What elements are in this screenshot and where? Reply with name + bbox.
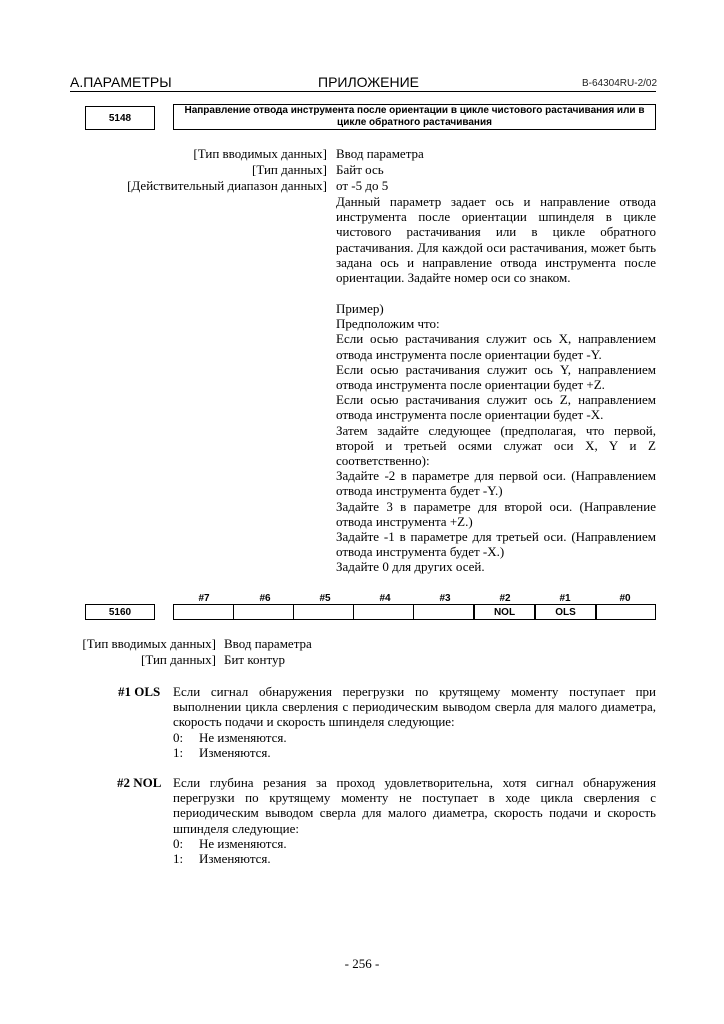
param-5160-data-type-label: [Тип данных] xyxy=(141,652,216,667)
bit-label-7: #7 xyxy=(198,593,210,604)
param-5148-range-value: от -5 до 5 xyxy=(336,178,389,193)
example-line: Предположим что: xyxy=(336,316,440,332)
bit-2-option-0-text: Не изменяются. xyxy=(199,836,287,851)
param-5148-data-type-label: [Тип данных] xyxy=(252,162,327,177)
bit-2-heading xyxy=(117,775,161,791)
param-5148-range-label: [Действительный диапазон данных] xyxy=(127,178,327,193)
bit-label-4: #4 xyxy=(379,593,391,604)
example-line: Затем задайте следующее (предполагая, что первой, второй и третьей осями служат оси X, Y и Z соответственно): xyxy=(336,422,656,469)
bit-label-1: #1 xyxy=(559,593,571,604)
param-5148-number: 5148 xyxy=(85,106,155,130)
param-5148-input-type-value: Ввод параметра xyxy=(336,146,424,161)
header-rule xyxy=(70,91,656,92)
bit-1-option-1-value: 1: xyxy=(173,745,184,760)
param-5160-number: 5160 xyxy=(85,604,155,620)
bit-1-name: OLS xyxy=(134,684,161,699)
example-line: Задайте -2 в параметре для первой оси. (Направлением отвода инструмента будет -Y.) xyxy=(336,468,656,499)
example-line: Если осью растачивания служит ось Y, направлением отвода инструмента после ориентации будет +Z. xyxy=(336,361,656,393)
appendix-title: ПРИЛОЖЕНИЕ xyxy=(318,74,420,90)
example-line: Если осью растачивания служит ось X, направлением отвода инструмента после ориентации будет -Y. xyxy=(336,331,656,362)
bit-cell-2: NOL xyxy=(474,604,535,620)
bit-label-5: #5 xyxy=(319,593,331,604)
page-number: - 256 - xyxy=(344,956,380,971)
param-5148-title: Направление отвода инструмента после ориентации в цикле чистового растачивания или в цикле обратного растачивания xyxy=(173,104,656,130)
bit-cell-3 xyxy=(413,604,474,620)
param-5160-input-type-label: [Тип вводимых данных] xyxy=(82,636,216,651)
bit-1-heading xyxy=(118,684,160,700)
bit-2-number: #2 xyxy=(117,775,130,790)
example-line: Задайте 0 для других осей. xyxy=(336,559,485,575)
bit-2-description: Если глубина резания за проход удовлетворительна, хотя сигнал обнаружения перегрузки по крутящему моменту не поступает в ходе цикла сверления с периодическим выводом сверла для малого диаметра, скорость подачи и скорость шпинделя следующие: xyxy=(173,775,656,836)
bit-2-option-0-value: 0: xyxy=(173,836,184,851)
bit-cell-4 xyxy=(353,604,414,620)
param-5148-example xyxy=(336,301,656,575)
bit-cell-1: OLS xyxy=(535,604,596,620)
param-5148-data-type-value: Байт ось xyxy=(336,162,384,177)
bit-label-3: #3 xyxy=(439,593,451,604)
example-line: Задайте -1 в параметре для третьей оси. (Направлением отвода инструмента будет -X.) xyxy=(336,529,656,560)
bit-1-option-1-text: Изменяются. xyxy=(199,745,271,760)
example-line: Если осью растачивания служит ось Z, направлением отвода инструмента после ориентации будет -X. xyxy=(336,392,656,423)
bit-cell-7 xyxy=(173,604,234,620)
bit-cell-6 xyxy=(233,604,294,620)
bit-1-option-0-value: 0: xyxy=(173,730,184,745)
document-code: B-64304RU-2/02 xyxy=(582,78,658,89)
bit-2-option-1-text: Изменяются. xyxy=(199,851,271,866)
bit-cell-0 xyxy=(596,604,656,620)
param-5160-data-type-value: Бит контур xyxy=(224,652,285,667)
bit-label-0: #0 xyxy=(619,593,631,604)
example-line: Задайте 3 в параметре для второй оси. (Направление отвода инструмента +Z.) xyxy=(336,498,656,529)
bit-label-2: #2 xyxy=(499,593,511,604)
section-title: A.ПАРАМЕТРЫ xyxy=(70,74,172,90)
bit-cell-5 xyxy=(293,604,354,620)
bit-2-name: NOL xyxy=(133,775,162,790)
param-5148-description: Данный параметр задает ось и направление отвода инструмента после ориентации шпинделя в цикле чистового растачивания или в цикле обратного растачивания. Для каждой оси растачивания, может быть задана ось и направление отвода инструмента после ориентации. Задайте номер оси со знаком. xyxy=(336,194,656,286)
bit-1-number: #1 xyxy=(118,684,131,699)
bit-label-6: #6 xyxy=(259,593,271,604)
param-5160-input-type-value: Ввод параметра xyxy=(224,636,312,651)
bit-2-option-1-value: 1: xyxy=(173,851,184,866)
bit-1-option-0-text: Не изменяются. xyxy=(199,730,287,745)
bit-1-description: Если сигнал обнаружения перегрузки по крутящему моменту поступает при выполнении цикла сверления с периодическим выводом сверла для малого диаметра, скорость подачи и скорость шпинделя следующие: xyxy=(173,684,656,730)
example-title: Пример) xyxy=(336,301,384,316)
param-5148-input-type-label: [Тип вводимых данных] xyxy=(193,146,327,161)
